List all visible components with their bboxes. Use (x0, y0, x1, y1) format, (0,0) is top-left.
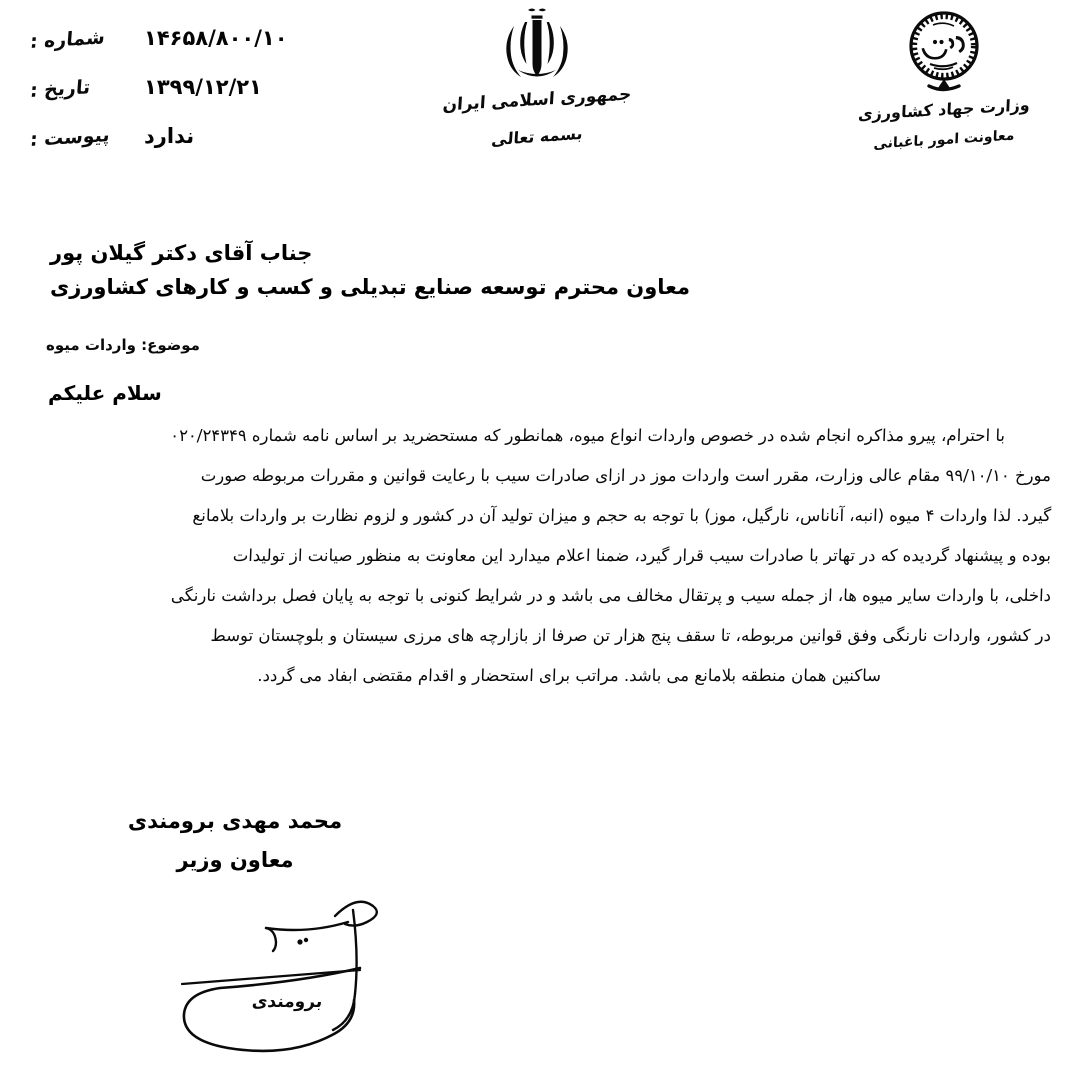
recipient-block (24, 236, 1049, 304)
body-line: در کشور، واردات نارنگی وفق قوانین مربوطه، تا سقف پنج هزار تن صرفا از بازارچه های مرزی سیستان و بلوچستان توسط (210, 626, 1052, 645)
recipient-name: جناب آقای دکتر گیلان پور (50, 241, 313, 265)
basmala: بسمه تعالی (490, 123, 583, 150)
subject-line: موضوع: واردات میوه (46, 336, 200, 354)
body-line: داخلی، با واردات سایر میوه ها، از جمله سیب و پرتقال مخالف می باشد و در شرایط کنونی با توجه به پایان فصل برداشت نارنگی (170, 586, 1052, 605)
letterhead (0, 0, 1073, 205)
letter-date-label: تاریخ : (29, 76, 92, 103)
ministry-block (829, 8, 1059, 151)
country-name: جمهوری اسلامی ایران (441, 84, 632, 116)
national-emblem-block (407, 6, 667, 150)
signer-name: محمد مهدی برومندی (127, 809, 343, 833)
recipient-title: معاون محترم توسعه صنایع تبدیلی و کسب و کارهای کشاورزی (50, 275, 690, 300)
body-line: بوده و پیشنهاد گردیده که در تهاتر با صادرات سیب قرار گیرد، ضمنا اعلام میدارد این معاونت به منظور صیانت از تولیدات (232, 546, 1052, 565)
handwritten-name: برومندی (250, 992, 324, 1012)
letter-date-value: ۱۳۹۹/۱۲/۲۱ (144, 75, 262, 99)
salutation: سلام علیکم (48, 381, 162, 405)
jahad-keshavarzi-seal-icon (829, 8, 1059, 92)
letter-number-value: ۱۴۶۵۸/۸۰۰/۱۰ (144, 26, 288, 50)
letter-meta-block (30, 26, 350, 173)
meta-row-number (30, 26, 350, 75)
signer-title: معاون وزیر (176, 847, 294, 872)
body-line: با احترام، پیرو مذاکره انجام شده در خصوص واردات انواع میوه، همانطور که مستحضرید بر اساس نامه شماره ۰۲۰/۲۴۳۴۹ (169, 426, 1006, 445)
body-line: مورخ ۹۹/۱۰/۱۰ مقام عالی وزارت، مقرر است واردات موز در ازای صادرات سیب با رعایت قوانین و مقررات مربوطه صورت (200, 466, 1052, 485)
letter-number-label: شماره : (29, 26, 106, 54)
meta-row-date (30, 75, 350, 124)
ministry-department: معاونت امور باغبانی (873, 127, 1015, 153)
letter-body (22, 416, 1051, 696)
iran-national-emblem-icon (407, 6, 667, 86)
signature-block (0, 805, 470, 876)
attachment-label: پیوست : (29, 123, 111, 152)
body-line: گیرد. لذا واردات ۴ میوه (انبه، آناناس، نارگیل، موز) با توجه به حجم و میزان تولید آن در کشور و لزوم نظارت بر واردات بلامانع (192, 506, 1052, 525)
meta-row-attachment (30, 124, 350, 173)
attachment-value: ندارد (144, 124, 195, 148)
body-line: ساکنین همان منطقه بلامانع می باشد. مراتب برای استحضار و اقدام مقتضی ابفاد می گردد. (257, 666, 882, 685)
ministry-name: وزارت جهاد کشاورزی (857, 95, 1031, 124)
